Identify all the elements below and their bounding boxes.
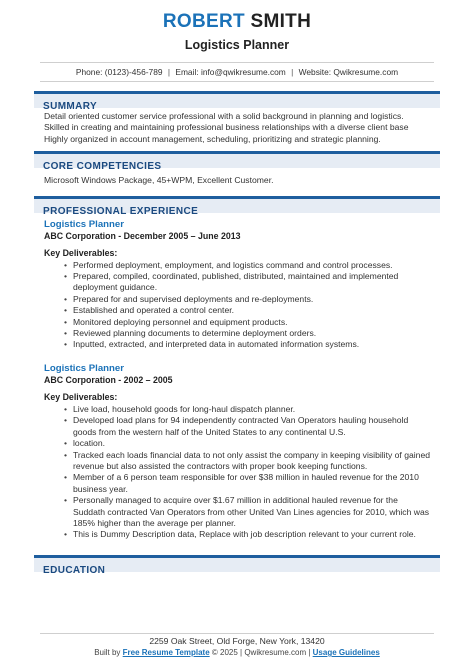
summary-text: [34, 111, 440, 145]
list-item: • Member of a 6 person team responsible for over $38 million in hauled revenue for the 2010 business year.: [64, 472, 430, 495]
free-resume-template-link[interactable]: Free Resume Template: [122, 648, 210, 657]
credit-middle: © 2025 | Qwikresume.com |: [211, 648, 311, 657]
list-item: • Live load, household goods for long-haul dispatch planner.: [64, 404, 430, 415]
contact-line: [40, 62, 434, 82]
list-item: • location.: [64, 438, 430, 449]
candidate-name: [0, 11, 474, 33]
key-deliverables-label: Key Deliverables:: [44, 248, 118, 259]
page-footer: [0, 633, 474, 658]
last-name: SMITH: [250, 11, 312, 32]
key-deliverables-label: Key Deliverables:: [44, 392, 118, 403]
list-item: • Prepared, compiled, coordinated, published, distributed, maintained and implemented deployment guidance.: [64, 271, 430, 294]
email-text: Email: info@qwikresume.com: [175, 67, 286, 77]
summary-paragraph: Detail oriented customer service professional with a solid background in planning and logistics. Skilled in creating and maintaining professional business relationships with a diverse client base Highly organized in account management, scheduling, prioritizing and strategic planning.: [44, 111, 409, 144]
job-entry-company: ABC Corporation - 2002 – 2005: [44, 374, 173, 385]
footer-address: 2259 Oak Street, Old Forge, New York, 13420: [149, 636, 325, 646]
competencies-text: [34, 175, 440, 186]
list-item: • Monitored deploying personnel and equipment products.: [64, 317, 430, 328]
job-entry-title: Logistics Planner: [44, 218, 124, 230]
separator: |: [291, 67, 294, 77]
section-title: CORE COMPETENCIES: [43, 161, 162, 173]
section-experience-heading: [34, 196, 440, 217]
usage-guidelines-link[interactable]: Usage Guidelines: [312, 648, 380, 657]
section-summary-heading: [34, 91, 440, 112]
section-title: SUMMARY: [43, 101, 98, 112]
separator: |: [167, 67, 171, 77]
resume-header: [0, 0, 474, 82]
job-entry: [34, 219, 440, 351]
section-title: PROFESSIONAL EXPERIENCE: [43, 205, 199, 217]
list-item: • Reviewed planning documents to determine deployment orders.: [64, 328, 430, 339]
deliverables-list: [44, 260, 430, 351]
phone-text: Phone: (0123)-456-789: [75, 67, 163, 77]
job-entry: [34, 363, 440, 541]
section-education-heading: [34, 555, 440, 576]
job-title: Logistics Planner: [184, 38, 290, 52]
section-title: EDUCATION: [43, 564, 106, 576]
list-item: • Established and operated a control center.: [64, 305, 430, 316]
list-item: • Inputted, extracted, and interpreted data in automated information systems.: [64, 339, 430, 350]
footer-credit: [0, 647, 474, 658]
first-name: ROBERT: [162, 11, 245, 32]
list-item: • Prepared for and supervised deployments and re-deployments.: [64, 294, 430, 305]
list-item: • Personally managed to acquire over $1.67 million in additional hauled revenue for the Suddath contracted Van Operators from other United Van Lines agencies for 2010, which was 185% higher than the average per planner.: [64, 495, 430, 529]
list-item: • Developed load plans for 94 independently contracted Van Operators hauling household goods from the western half of the United States to any continental U.S.: [64, 415, 430, 438]
job-entry-company: ABC Corporation - December 2005 – June 2013: [44, 230, 241, 241]
footer-divider: [40, 633, 434, 634]
list-item: • Tracked each loads financial data to not only assist the company in keeping visibility of gained revenue but also assisted the contractors with proper book keeping functions.: [64, 450, 430, 473]
job-entry-title: Logistics Planner: [44, 362, 124, 374]
section-competencies-heading: [34, 151, 440, 173]
list-item: • This is Dummy Description data, Replace with job description relevant to your current role.: [64, 529, 430, 540]
competencies-paragraph: Microsoft Windows Package, 45+WPM, Excellent Customer.: [44, 175, 274, 186]
website-text: Website: Qwikresume.com: [298, 67, 399, 77]
credit-prefix: Built by: [94, 648, 121, 657]
list-item: • Performed deployment, employment, and logistics command and control processes.: [64, 260, 430, 271]
deliverables-list: [44, 404, 430, 541]
